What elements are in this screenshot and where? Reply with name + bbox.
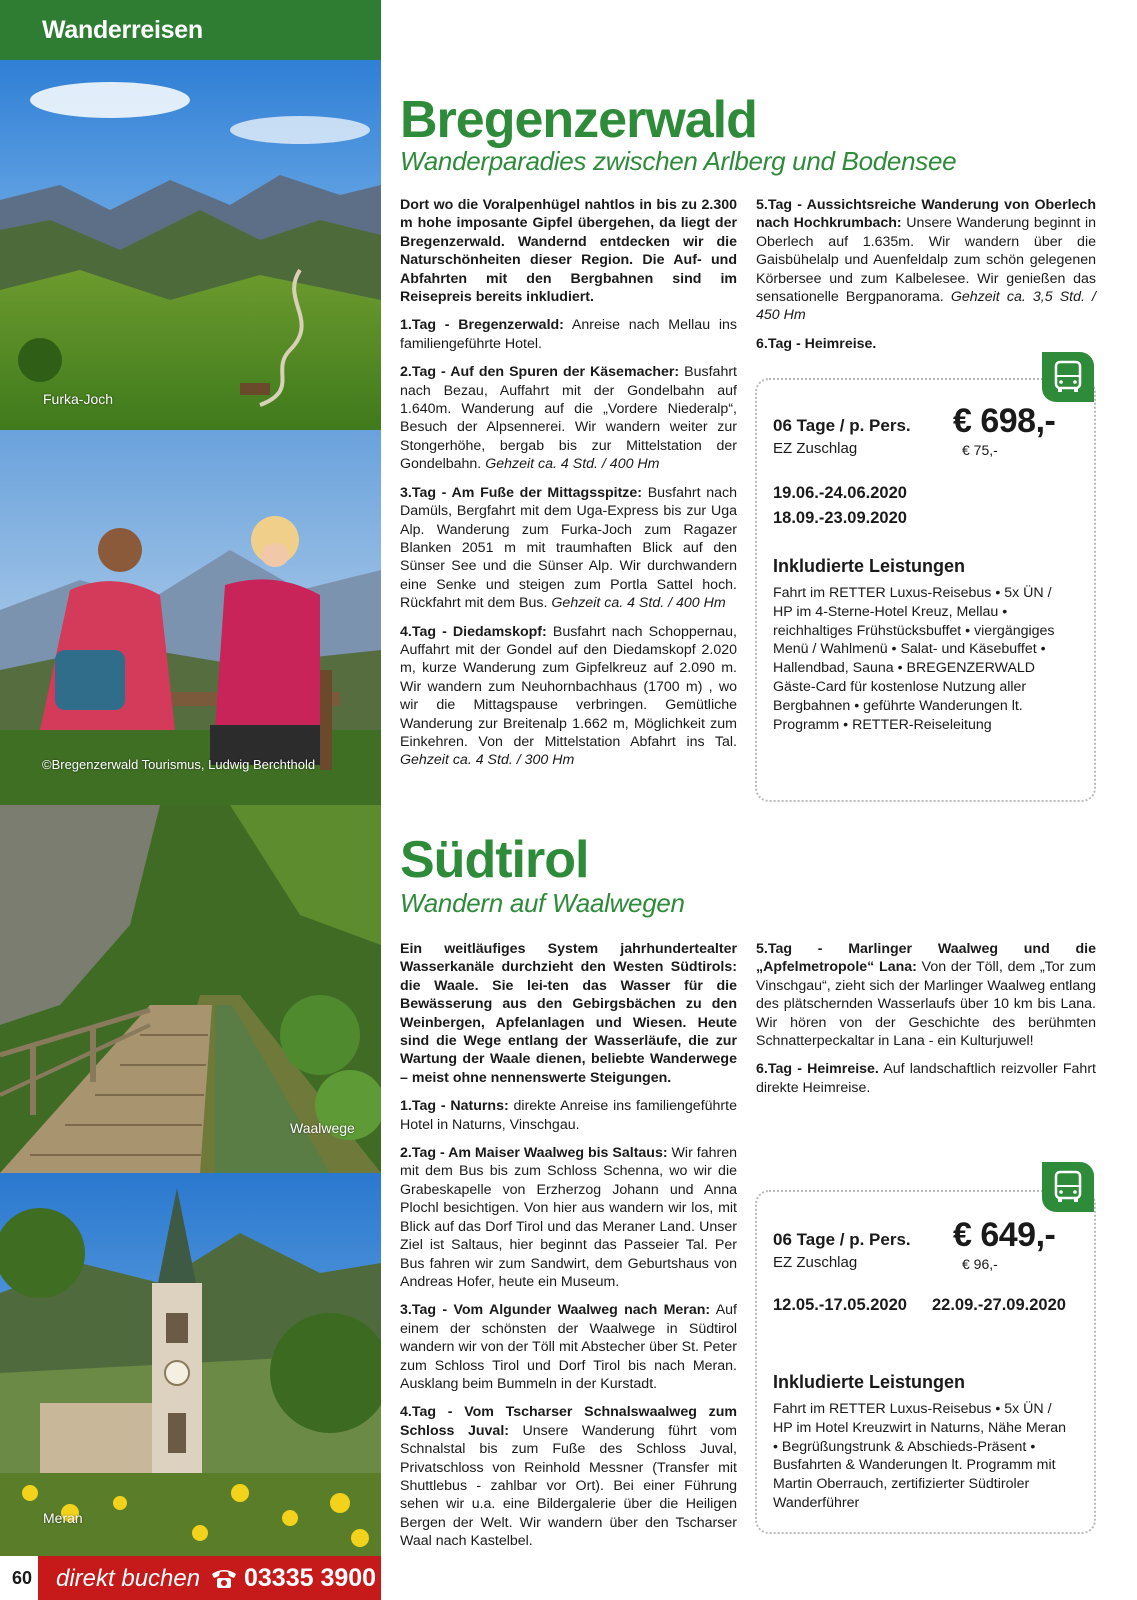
phone-icon	[210, 1566, 238, 1590]
trip1-day-3: 3.Tag - Am Fuße der Mittagsspitze: Busfahrt nach Damüls, Bergfahrt mit dem Uga-Express bis zur Uga Alp. Wanderung zum Furka-Joch zum Ragazer Blanken 2051 m mit traumhaften Blick auf den Sünser See und die Sünser Alp. Wir durchwandern eine Senke und steigen zum Portla Sattel hoch. Rückfahrt mit dem Bus. Gehzeit ca. 4 Std. / 400 Hm	[400, 484, 737, 612]
trip2-supplement: € 96,-	[962, 1256, 998, 1272]
trip2-included-text: Fahrt im RETTER Luxus-Reisebus • 5x ÜN / HP im Hotel Kreuzwirt in Naturns, Nähe Meran • Begrüßungstrunk & Abschieds-Präsent • Busfahrten & Wanderungen lt. Programm mit Martin Oberrauch, zertifizierter Südtiroler Wanderführer	[773, 1401, 1067, 1511]
trip1-duration: 06 Tage / p. Pers.	[773, 416, 911, 435]
trip1-day-6: 6.Tag - Heimreise.	[756, 335, 877, 352]
trip2-intro: Ein weitläufiges System jahrhundertealter Wasserkanäle durchzieht den Westen Südtirols: die Waale. Sie lei-ten das Wasser für die Bewässerung aus den Gebirgsbächen zu den Weinbergen, Apfelanlagen und Wiesen. Heute sind die Wege entlang der Wasserläufe, die zur Wartung der Waale dienen, beliebte Wanderwege – meist ohne nennenswerte Steigungen.	[400, 941, 737, 1086]
trip1-day-5: 5.Tag - Aussichtsreiche Wanderung von Oberlech nach Hochkrumbach: Unsere Wanderung beginnt in Oberlech auf 1.635m. Wir wandern über die Gaisbühelalp und Auenfeldalp zum schön gelegenen Körbersee und zum Kalbelesee. Wir genießen das sensationelle Bergpanorama. Gehzeit ca. 3,5 Std. / 450 Hm	[756, 197, 1096, 324]
trip1-day-1: 1.Tag - Bregenzerwald: Anreise nach Mellau ins familiengeführte Hotel.	[400, 317, 737, 352]
trip2-day-5: 5.Tag - Marlinger Waalweg und die „Apfelmetropole“ Lana: Von der Töll, dem „Tor zum Vinschgau“, zieht sich der Marlinger Waalweg entlang des plätschernden Wasserlaufs über 10 km bis Lana. Wir hören von der Geschichte des berühmten Schnatterpeckaltar in Lana - ein Kulturjuwel!	[756, 941, 1096, 1050]
photo-hikers	[0, 430, 381, 805]
trip2-price-box	[755, 1190, 1096, 1534]
trip1-column-right	[756, 196, 1096, 363]
trip1-column-left	[400, 196, 737, 780]
trip1-price-box	[755, 378, 1096, 802]
trip2-duration: 06 Tage / p. Pers.	[773, 1230, 911, 1249]
trip2-day-3: 3.Tag - Vom Algunder Waalweg nach Meran: Auf einem der schönsten der Waalwege in Südtirol wandern wir von der Töll mit Abstecher über St. Peter zum Schloss Tirol und Dorf Tirol bis nach Meran. Ausklang beim Bummeln in der Kurstadt.	[400, 1302, 737, 1392]
trip2-day-6: 6.Tag - Heimreise. Auf landschaftlich reizvoller Fahrt direkte Heimreise.	[756, 1061, 1096, 1096]
photo-caption: Meran	[43, 1510, 83, 1526]
trip2-day-1: 1.Tag - Naturns: direkte Anreise ins familiengeführte Hotel in Naturns, Vinschgau.	[400, 1098, 737, 1133]
trip2-price: € 649,-	[953, 1216, 1056, 1254]
photo-furka-joch	[0, 60, 381, 430]
booking-cta: direkt buchen	[56, 1565, 201, 1592]
trip1-title: Bregenzerwald	[400, 91, 757, 149]
trip1-day-2: 2.Tag - Auf den Spuren der Käsemacher: Busfahrt nach Bezau, Auffahrt mit der Gondelbahn auf 1.640m. Wanderung auf die „Vordere Niederalp“, Besuch der Alpsennerei. Wir wandern weiter zur Stongerhöhe, bergab bis zur Mittelstation der Gondelbahn. Gehzeit ca. 4 Std. / 400 Hm	[400, 364, 737, 473]
trip1-price: € 698,-	[953, 402, 1056, 440]
bus-icon	[1042, 352, 1094, 402]
trip2-column-left	[400, 940, 737, 1561]
trip2-date-1: 12.05.-17.05.2020	[773, 1296, 907, 1314]
photo-credit: ©Bregenzerwald Tourismus, Ludwig Berchthold	[42, 757, 316, 772]
section-header-bar	[0, 0, 381, 60]
trip2-supplement-label: EZ Zuschlag	[773, 1254, 858, 1271]
trip1-supplement: € 75,-	[962, 442, 998, 458]
trip2-title: Südtirol	[400, 831, 589, 889]
photo-waalwege	[0, 805, 381, 1173]
bus-icon	[1042, 1162, 1094, 1212]
trip1-included-text: Fahrt im RETTER Luxus-Reisebus • 5x ÜN / HP im 4-Sterne-Hotel Kreuz, Mellau • reichhaltiges Frühstücksbuffet • viergängiges Menü / Wahlmenü • Salat- und Käsebuffet • Hallendbad, Sauna • BREGENZERWALD Gäste-Card für kostenlose Nutzung aller Bergbahnen • geführte Wanderungen lt. Programm • RETTER-Reiseleitung	[773, 585, 1055, 733]
photo-meran	[0, 1173, 381, 1556]
trip2-included-title: Inkludierte Leistungen	[773, 1372, 966, 1392]
section-title: Wanderreisen	[42, 16, 203, 44]
booking-bar[interactable]	[0, 1556, 381, 1600]
trip1-subtitle: Wanderparadies zwischen Arlberg und Bodensee	[400, 146, 957, 176]
photo-caption: Furka-Joch	[43, 391, 114, 407]
trip1-intro: Dort wo die Voralpenhügel nahtlos in bis zu 2.300 m hohe imposante Gipfel übergehen, da liegt der Bregenzerwald. Wandernd entdecken wir die Naturschönheiten dieser Region. Die Auf- und Abfahrten mit den Bergbahnen sind im Reisepreis bereits inkludiert.	[400, 197, 737, 306]
trip1-date-1: 19.06.-24.06.2020	[773, 484, 907, 502]
page-number: 60	[12, 1568, 33, 1588]
trip1-date-2: 18.09.-23.09.2020	[773, 509, 907, 527]
trip1-included-title: Inkludierte Leistungen	[773, 556, 966, 576]
trip1-supplement-label: EZ Zuschlag	[773, 440, 858, 457]
trip2-date-2: 22.09.-27.09.2020	[932, 1296, 1066, 1314]
trip2-day-4: 4.Tag - Vom Tscharser Schnalswaalweg zum Schloss Juval: Unsere Wanderung führt vom Schnalstal bis zum Fuße des Schloss Juval, Privatschloss von Reinhold Messner (Transfer mit Shuttlebus - zahlbar vor Ort). Bei einer Führung sehen wir u.a. eine Bildergalerie über die Heiligen Bergen der Welt. Wir wandern über den Tscharser Waal nach Kastelbel.	[400, 1404, 737, 1550]
trip2-subtitle: Wandern auf Waalwegen	[400, 888, 685, 918]
trip2-day-2: 2.Tag - Am Maiser Waalweg bis Saltaus: Wir fahren mit dem Bus bis zum Schloss Schenna, wo wir die Grabeskapelle von Erzherzog Johann und Anna Plochl besichtigen. Von hier aus wandern wir los, mit Blick auf das Dorf Tirol und das Meraner Land. Unser Ziel ist Saltaus, hier beginnt das Passeier Tal. Per Bus fahren wir zum Sandwirt, dem Geburtshaus von Andreas Hofer, heute ein Museum.	[400, 1145, 737, 1290]
phone-number[interactable]: 03335 3900	[244, 1564, 377, 1592]
trip1-day-4: 4.Tag - Diedamskopf: Busfahrt nach Schoppernau, Auffahrt mit der Gondel auf den Diedamskopf 2.020 m, kurze Wanderung zum Gipfelkreuz auf 2.090 m. Wir wandern zum Neuhornbachhaus (1700 m) , wo wir die Mittagspause verbringen. Gemütliche Wanderung zur Breitenalp 1.662 m, Möglichkeit zum Einkehren. Von der Mittelstation Abfahrt ins Tal. Gehzeit ca. 4 Std. / 300 Hm	[400, 623, 738, 769]
trip2-column-right	[756, 940, 1096, 1107]
photo-caption: Waalwege	[290, 1120, 355, 1136]
